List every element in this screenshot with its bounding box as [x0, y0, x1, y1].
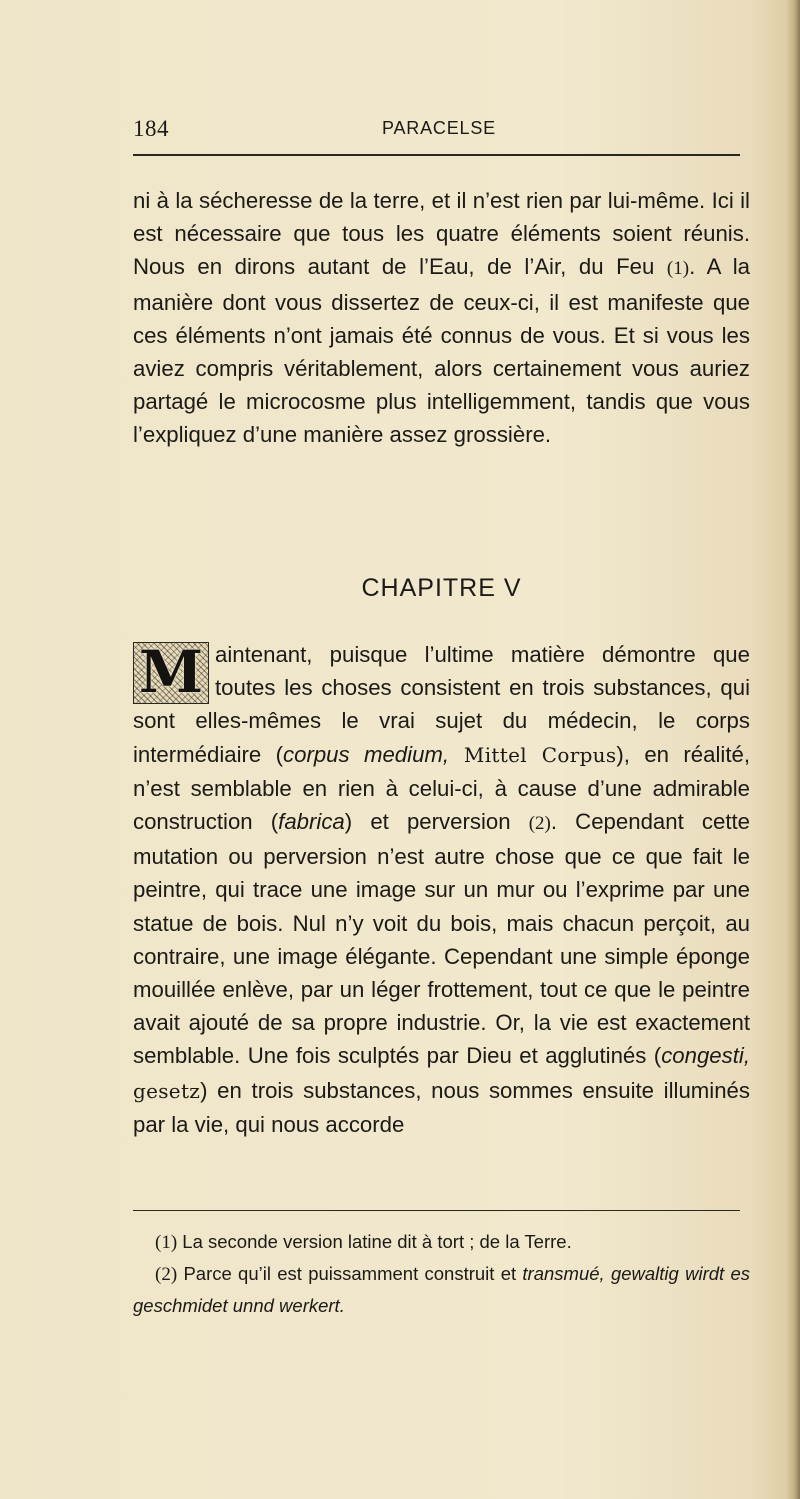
footnotes [133, 1226, 750, 1321]
header-rule [133, 154, 740, 156]
page-number: 184 [133, 116, 169, 141]
german-term-mittel-corpus: Mittel Corpus [449, 742, 617, 767]
main-text-e: ) en trois substances, nous sommes ensuite illuminés par la vie, qui nous accorde [133, 1077, 750, 1137]
latin-term-fabrica: fabrica [278, 809, 345, 835]
main-paragraph [133, 638, 750, 1141]
main-text-b: ), en réalité, n’est semblable en rien à celui-ci, à cause d’une admirable construction ( [133, 741, 750, 835]
latin-term-congesti: congesti, [661, 1043, 750, 1069]
ornamental-drop-cap [133, 638, 209, 706]
drop-cap-letter: M [138, 638, 204, 706]
opening-paragraph-text-continued: . A la manière dont vous dissertez de ceux-ci, il est manifeste que ces éléments n’ont jamais été connus de vous. Et si vous les aviez compris véritablement, alors certainement vous auriez partagé le microcosme plus intelligemment, tandis que vous l’expliquez d’une manière assez grossière. [133, 254, 750, 448]
footnote-2-text: Parce qu’il est puissamment construit et [177, 1263, 523, 1284]
running-title: PARACELSE [382, 118, 496, 138]
german-term-gesetz: gesetz [133, 1078, 201, 1103]
latin-term-corpus-medium: corpus medium, [283, 741, 450, 767]
footnote-2-italic-text: transmué, gewaltig wirdt es geschmidet unnd werkert. [133, 1263, 750, 1316]
opening-paragraph-text: ni à la sécheresse de la terre, et il n’est rien par lui-même. Ici il est nécessaire que tous les quatre éléments soient réunis. Nous en dirons autant de l’Eau, de l’Air, du Feu [133, 188, 750, 280]
main-text-a: aintenant, puisque l’ultime matière démontre que toutes les choses consistent en trois substances, qui sont elles-mêmes le vrai sujet du médecin, le corps intermédiaire ( [133, 642, 750, 767]
footnote-2-mark: (2) [155, 1264, 178, 1285]
page-edge-shadow [786, 0, 800, 1499]
footnote-reference-2: (2) [528, 813, 551, 835]
main-text-c: ) et perversion [344, 809, 529, 835]
page-header [133, 116, 745, 146]
footnote-reference-1: (1) [666, 258, 690, 280]
main-text-d: . Cependant cette mutation ou perversion n’est autre chose que ce que fait le peintre, qui trace une image sur un mur ou l’exprime par une statue de bois. Nul n’y voit du bois, mais chacun perçoit, au contraire, une image élégante. Cependant une simple éponge mouillée enlève, par un léger frottement, tout ce que le peintre avait ajouté de sa propre industrie. Or, la vie est exactement semblable. Une fois sculptés par Dieu et agglutinés ( [133, 809, 750, 1069]
chapter-title: CHAPITRE V [361, 574, 522, 602]
footnote-2 [133, 1258, 750, 1321]
footnote-1-mark: (1) [155, 1232, 178, 1253]
footnote-2-indent [133, 1263, 155, 1284]
footnote-rule [133, 1210, 740, 1211]
footnote-1-text: La seconde version latine dit à tort ; de la Terre. [177, 1231, 572, 1252]
opening-paragraph [133, 184, 750, 452]
footnote-1 [133, 1226, 750, 1258]
